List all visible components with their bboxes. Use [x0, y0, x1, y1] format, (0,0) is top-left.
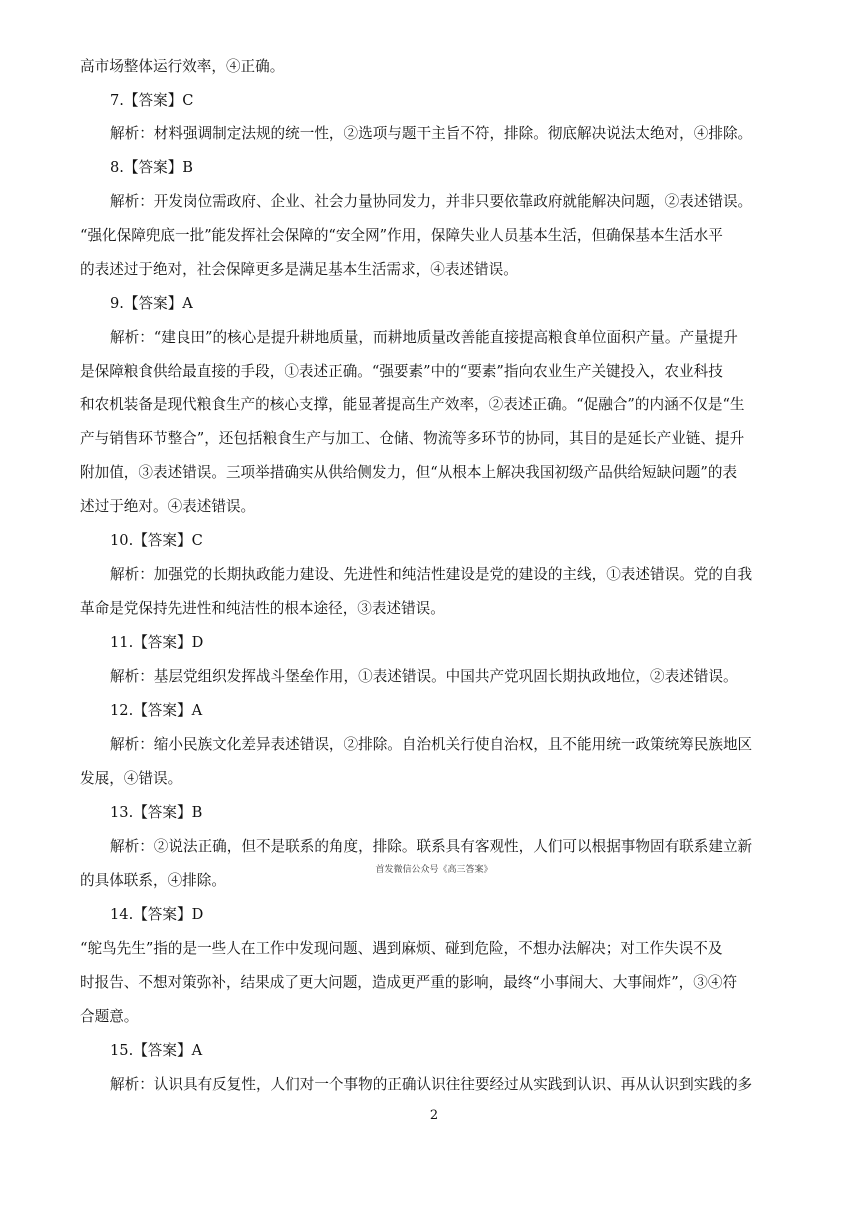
- analysis-line: 和农机装备是现代粮食生产的核心支撑，能显著提高生产效率，②表述正确。“促融合”的内涵不仅是“生: [80, 396, 745, 413]
- analysis-line: 解析：材料强调制定法规的统一性，②选项与题干主旨不符，排除。彻底解决说法太绝对，④排除。: [110, 125, 753, 142]
- analysis-line: 革命是党保持先进性和纯洁性的根本途径，③表述错误。: [80, 600, 445, 617]
- analysis-line: 附加值，③表述错误。三项举措确实从供给侧发力，但“从根本上解决我国初级产品供给短缺问题”的表: [80, 464, 738, 481]
- answer-heading: 7.【答案】C: [110, 92, 194, 109]
- analysis-line: 是保障粮食供给最直接的手段，①表述正确。“强要素”中的“要素”指向农业生产关键投入，农业科技: [80, 363, 723, 380]
- answer-heading: 11.【答案】D: [110, 634, 204, 651]
- answer-heading: 13.【答案】B: [110, 804, 203, 821]
- analysis-line: 解析：“建良田”的核心是提升耕地质量，而耕地质量改善能直接提高粮食单位面积产量。产量提升: [110, 329, 738, 346]
- answer-heading: 10.【答案】C: [110, 532, 203, 549]
- analysis-line: 产与销售环节整合”，还包括粮食生产与加工、仓储、物流等多环节的协同，其目的是延长产业链、提升: [80, 430, 745, 447]
- analysis-line: “强化保障兜底一批”能发挥社会保障的“安全网”作用，保障失业人员基本生活，但确保基本生活水平: [80, 227, 723, 244]
- analysis-line: 解析：缩小民族文化差异表述错误，②排除。自治机关行使自治权，且不能用统一政策统筹民族地区: [110, 736, 753, 753]
- analysis-line: 合题意。: [80, 1008, 139, 1025]
- analysis-line: 解析：加强党的长期执政能力建设、先进性和纯洁性建设是党的建设的主线，①表述错误。党的自我: [110, 566, 753, 583]
- analysis-line: 解析：基层党组织发挥战斗堡垒作用，①表述错误。中国共产党巩固长期执政地位，②表述错误。: [110, 668, 738, 685]
- analysis-line: 高市场整体运行效率，④正确。: [80, 58, 285, 75]
- answer-heading: 15.【答案】A: [110, 1042, 203, 1059]
- analysis-line: 时报告、不想对策弥补，结果成了更大问题，造成更严重的影响，最终“小事闹大、大事闹炸”，③④符: [80, 974, 738, 991]
- analysis-line: 发展，④错误。: [80, 770, 183, 787]
- answer-heading: 9.【答案】A: [110, 295, 193, 312]
- analysis-line: 的具体联系，④排除。: [80, 872, 226, 889]
- analysis-line: “鸵鸟先生”指的是一些人在工作中发现问题、遇到麻烦、碰到危险，不想办法解决；对工作失误不及: [80, 940, 723, 957]
- answer-heading: 12.【答案】A: [110, 702, 203, 719]
- watermark-text: 首发微信公众号《高三答案》: [375, 865, 493, 875]
- page-number: 2: [429, 1108, 439, 1123]
- analysis-line: 解析：认识具有反复性，人们对一个事物的正确认识往往要经过从实践到认识、再从认识到实践的多: [110, 1076, 753, 1093]
- analysis-line: 解析：②说法正确，但不是联系的角度，排除。联系具有客观性，人们可以根据事物固有联系建立新: [110, 838, 753, 855]
- answer-heading: 14.【答案】D: [110, 906, 204, 923]
- analysis-line: 的表述过于绝对，社会保障更多是满足基本生活需求，④表述错误。: [80, 261, 518, 278]
- analysis-line: 述过于绝对。④表述错误。: [80, 498, 256, 515]
- answer-heading: 8.【答案】B: [110, 159, 194, 176]
- analysis-line: 解析：开发岗位需政府、企业、社会力量协同发力，并非只要依靠政府就能解决问题，②表述错误。: [110, 193, 753, 210]
